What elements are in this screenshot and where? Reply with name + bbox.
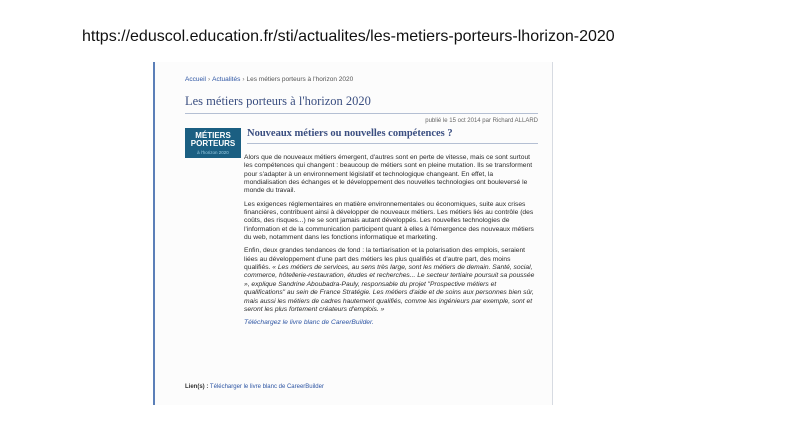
paragraph-2: Les exigences réglementaires en matière environnementales ou économiques, suite aux crises financières, contribuent ainsi à développer de nouveaux métiers. Les métiers liés au contrôle (des coûts, des risques...) ne se sont jamais autant développés. Les nouvelles technologies de l'information et de la communication participent quant à elles à l'émergence des nouveaux métiers du web, notamment dans les fonctions informatique et marketing. — [244, 200, 534, 242]
paragraph-3-text: Enfin, deux grandes tendances de fond : la tertiarisation et la polarisation des emplois, seraient liées au développement d'une part des métiers les plus qualifiés et d'autre part, des moins qualifiés. — [244, 247, 526, 272]
thumbnail-line3: à l'horizon 2020 — [197, 149, 229, 155]
thumbnail-line1: MÉTIERS — [195, 130, 231, 140]
breadcrumb-separator: › — [207, 76, 211, 83]
url-caption: https://eduscol.education.fr/sti/actualites/les-metiers-porteurs-lhorizon-2020 — [82, 28, 615, 45]
paragraph-3-quote: « Les métiers de services, au sens très large, sont les métiers de demain. Santé, social, commerce, hôtellerie-restauration, études et recherches... Le secteur tertiaire poursuit sa poussée », explique Sandrine Aboubadra-Pauly, responsable du projet "Prospective métiers et qualifications" au sein de France Stratégie. Les métiers d'aide et de soins aux personnes bien sûr, mais aussi les métiers de cadres hautement qualifiés, comme les ingénieurs par exemple, sont et seront les plus fortement créateurs d'emplois. » — [244, 264, 535, 313]
article-title: Nouveaux métiers ou nouvelles compétences ? — [247, 128, 453, 139]
paragraph-3 — [244, 247, 537, 314]
links-row — [185, 384, 324, 390]
breadcrumb-current: Les métiers porteurs à l'horizon 2020 — [246, 76, 354, 83]
links-label: Lien(s) : — [185, 384, 209, 390]
article-thumbnail — [185, 128, 241, 158]
paragraph-1: Alors que de nouveaux métiers émergent, d'autres sont en perte de vitesse, mais ce sont surtout les compétences qui changent : beaucoup de métiers sont en pleine mutation. Ils se transforment pour s'adapter à un environnement législatif et technologique changeant. En effet, la mondialisation des échanges et le développement des nouvelles technologies ont bouleversé le monde du travail. — [244, 154, 533, 195]
breadcrumb-news-link[interactable]: Actualités — [212, 76, 241, 83]
article-title-divider — [247, 143, 538, 144]
breadcrumb — [185, 76, 353, 83]
article-body — [244, 154, 537, 333]
download-whitepaper-link[interactable]: Télécharger le livre blanc de CareerBuilder — [209, 384, 324, 390]
thumbnail-line2: PORTEURS — [190, 138, 236, 148]
breadcrumb-home-link[interactable]: Accueil — [185, 76, 206, 83]
published-meta: publié le 15 oct 2014 par Richard ALLARD — [425, 118, 538, 124]
title-divider — [185, 113, 538, 114]
webpage-screenshot — [153, 62, 553, 405]
breadcrumb-separator: › — [242, 76, 245, 83]
page-title: Les métiers porteurs à l'horizon 2020 — [185, 94, 371, 108]
download-text: Téléchargez le livre blanc de CareerBuilder. — [244, 319, 374, 327]
